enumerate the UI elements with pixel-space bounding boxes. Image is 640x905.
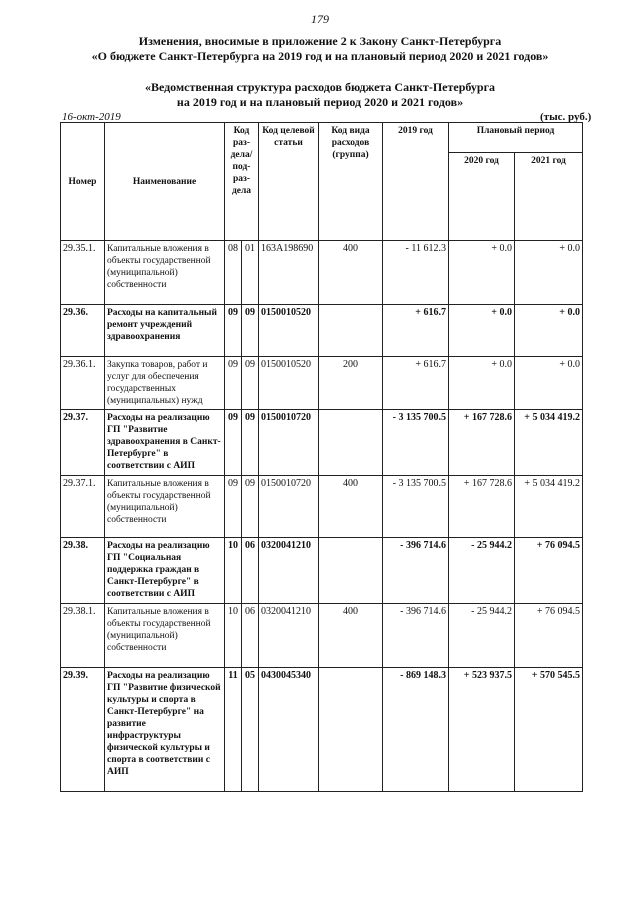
row-expense-type: 400 (319, 604, 383, 668)
row-value-2020: + 523 937.5 (449, 668, 515, 792)
col-number: Номер (61, 123, 105, 241)
row-value-2021: + 76 094.5 (515, 538, 583, 604)
header-row (61, 123, 583, 153)
row-value-2020: + 167 728.6 (449, 476, 515, 538)
row-value-2021: + 0.0 (515, 357, 583, 410)
row-expense-type (319, 538, 383, 604)
col-2019: 2019 год (383, 123, 449, 241)
row-expense-type (319, 410, 383, 476)
row-value-2020: + 0.0 (449, 305, 515, 357)
table-body (61, 241, 583, 792)
title-line-1: Изменения, вносимые в приложение 2 к Закону Санкт-Петербурга (138, 34, 502, 48)
row-value-2020: - 25 944.2 (449, 604, 515, 668)
row-section: 09 (225, 476, 242, 538)
row-expense-type (319, 668, 383, 792)
row-value-2019: - 3 135 700.5 (383, 476, 449, 538)
row-section: 10 (225, 538, 242, 604)
row-target-code: 0150010720 (259, 410, 319, 476)
table-row (61, 305, 583, 357)
row-section: 09 (225, 305, 242, 357)
row-section: 11 (225, 668, 242, 792)
row-value-2021: + 5 034 419.2 (515, 476, 583, 538)
row-value-2021: + 0.0 (515, 241, 583, 305)
row-value-2020: + 167 728.6 (449, 410, 515, 476)
document-title (0, 34, 640, 64)
row-value-2019: - 3 135 700.5 (383, 410, 449, 476)
units-label: (тыс. руб.) (540, 111, 592, 123)
row-value-2019: - 11 612.3 (383, 241, 449, 305)
row-subsection: 06 (242, 604, 259, 668)
title-line-4: на 2019 год и на плановый период 2020 и 2021 годов» (176, 95, 464, 109)
row-number: 29.36.1. (61, 357, 105, 410)
row-target-code: 0320041210 (259, 604, 319, 668)
table-row (61, 476, 583, 538)
row-target-code: 0430045340 (259, 668, 319, 792)
table-row (61, 410, 583, 476)
row-value-2019: - 869 148.3 (383, 668, 449, 792)
row-expense-type (319, 305, 383, 357)
row-target-code: 0150010720 (259, 476, 319, 538)
row-value-2021: + 76 094.5 (515, 604, 583, 668)
row-name: Капитальные вложения в объекты государственной (муниципальной) собственности (105, 476, 225, 538)
row-subsection: 05 (242, 668, 259, 792)
row-expense-type: 400 (319, 241, 383, 305)
page-number: 179 (311, 12, 329, 26)
row-number: 29.39. (61, 668, 105, 792)
row-number: 29.36. (61, 305, 105, 357)
row-number: 29.37.1. (61, 476, 105, 538)
table-row (61, 538, 583, 604)
row-target-code: 0320041210 (259, 538, 319, 604)
col-2020: 2020 год (449, 153, 515, 241)
row-name: Капитальные вложения в объекты государственной (муниципальной) собственности (105, 604, 225, 668)
row-section: 09 (225, 410, 242, 476)
row-subsection: 06 (242, 538, 259, 604)
table-row (61, 357, 583, 410)
table-title (0, 80, 640, 110)
table-row (61, 241, 583, 305)
row-section: 10 (225, 604, 242, 668)
row-section: 09 (225, 357, 242, 410)
title-line-3: «Ведомственная структура расходов бюджета Санкт-Петербурга (144, 80, 496, 94)
document-date: 16-окт-2019 (62, 111, 121, 123)
row-section: 08 (225, 241, 242, 305)
row-expense-type: 200 (319, 357, 383, 410)
row-subsection: 09 (242, 357, 259, 410)
row-number: 29.38.1. (61, 604, 105, 668)
row-value-2021: + 0.0 (515, 305, 583, 357)
row-name: Закупка товаров, работ и услуг для обеспечения государственных (муниципальных) нужд (105, 357, 225, 410)
row-expense-type: 400 (319, 476, 383, 538)
row-name: Расходы на реализацию ГП "Развитие здравоохранения в Санкт-Петербурге" в соответствии с АИП (105, 410, 225, 476)
row-value-2019: + 616.7 (383, 305, 449, 357)
row-value-2020: - 25 944.2 (449, 538, 515, 604)
row-value-2020: + 0.0 (449, 241, 515, 305)
row-name: Расходы на капитальный ремонт учреждений здравоохранения (105, 305, 225, 357)
budget-table (60, 122, 583, 792)
table-row (61, 604, 583, 668)
row-subsection: 09 (242, 305, 259, 357)
row-value-2019: - 396 714.6 (383, 604, 449, 668)
row-name: Капитальные вложения в объекты государственной (муниципальной) собственности (105, 241, 225, 305)
row-value-2021: + 5 034 419.2 (515, 410, 583, 476)
row-target-code: 163А198690 (259, 241, 319, 305)
row-name: Расходы на реализацию ГП "Социальная поддержка граждан в Санкт-Петербурге" в соответствии с АИП (105, 538, 225, 604)
title-line-2: «О бюджете Санкт-Петербурга на 2019 год и на плановый период 2020 и 2021 годов» (91, 49, 549, 63)
col-name: Наименование (105, 123, 225, 241)
row-number: 29.35.1. (61, 241, 105, 305)
col-target: Код целевой статьи (259, 123, 319, 241)
row-target-code: 0150010520 (259, 305, 319, 357)
row-target-code: 0150010520 (259, 357, 319, 410)
col-2021: 2021 год (515, 153, 583, 241)
table-row (61, 668, 583, 792)
row-subsection: 09 (242, 410, 259, 476)
row-number: 29.38. (61, 538, 105, 604)
col-section: Код раз-дела/ под-раз-дела (225, 123, 259, 241)
row-value-2020: + 0.0 (449, 357, 515, 410)
row-subsection: 01 (242, 241, 259, 305)
row-subsection: 09 (242, 476, 259, 538)
row-value-2019: - 396 714.6 (383, 538, 449, 604)
row-value-2021: + 570 545.5 (515, 668, 583, 792)
row-number: 29.37. (61, 410, 105, 476)
row-name: Расходы на реализацию ГП "Развитие физической культуры и спорта в Санкт-Петербурге" на развитие инфраструктуры физической культуры и спорта в соответствии с АИП (105, 668, 225, 792)
row-value-2019: + 616.7 (383, 357, 449, 410)
col-type: Код вида расходов (группа) (319, 123, 383, 241)
col-planned: Плановый период (449, 123, 583, 153)
